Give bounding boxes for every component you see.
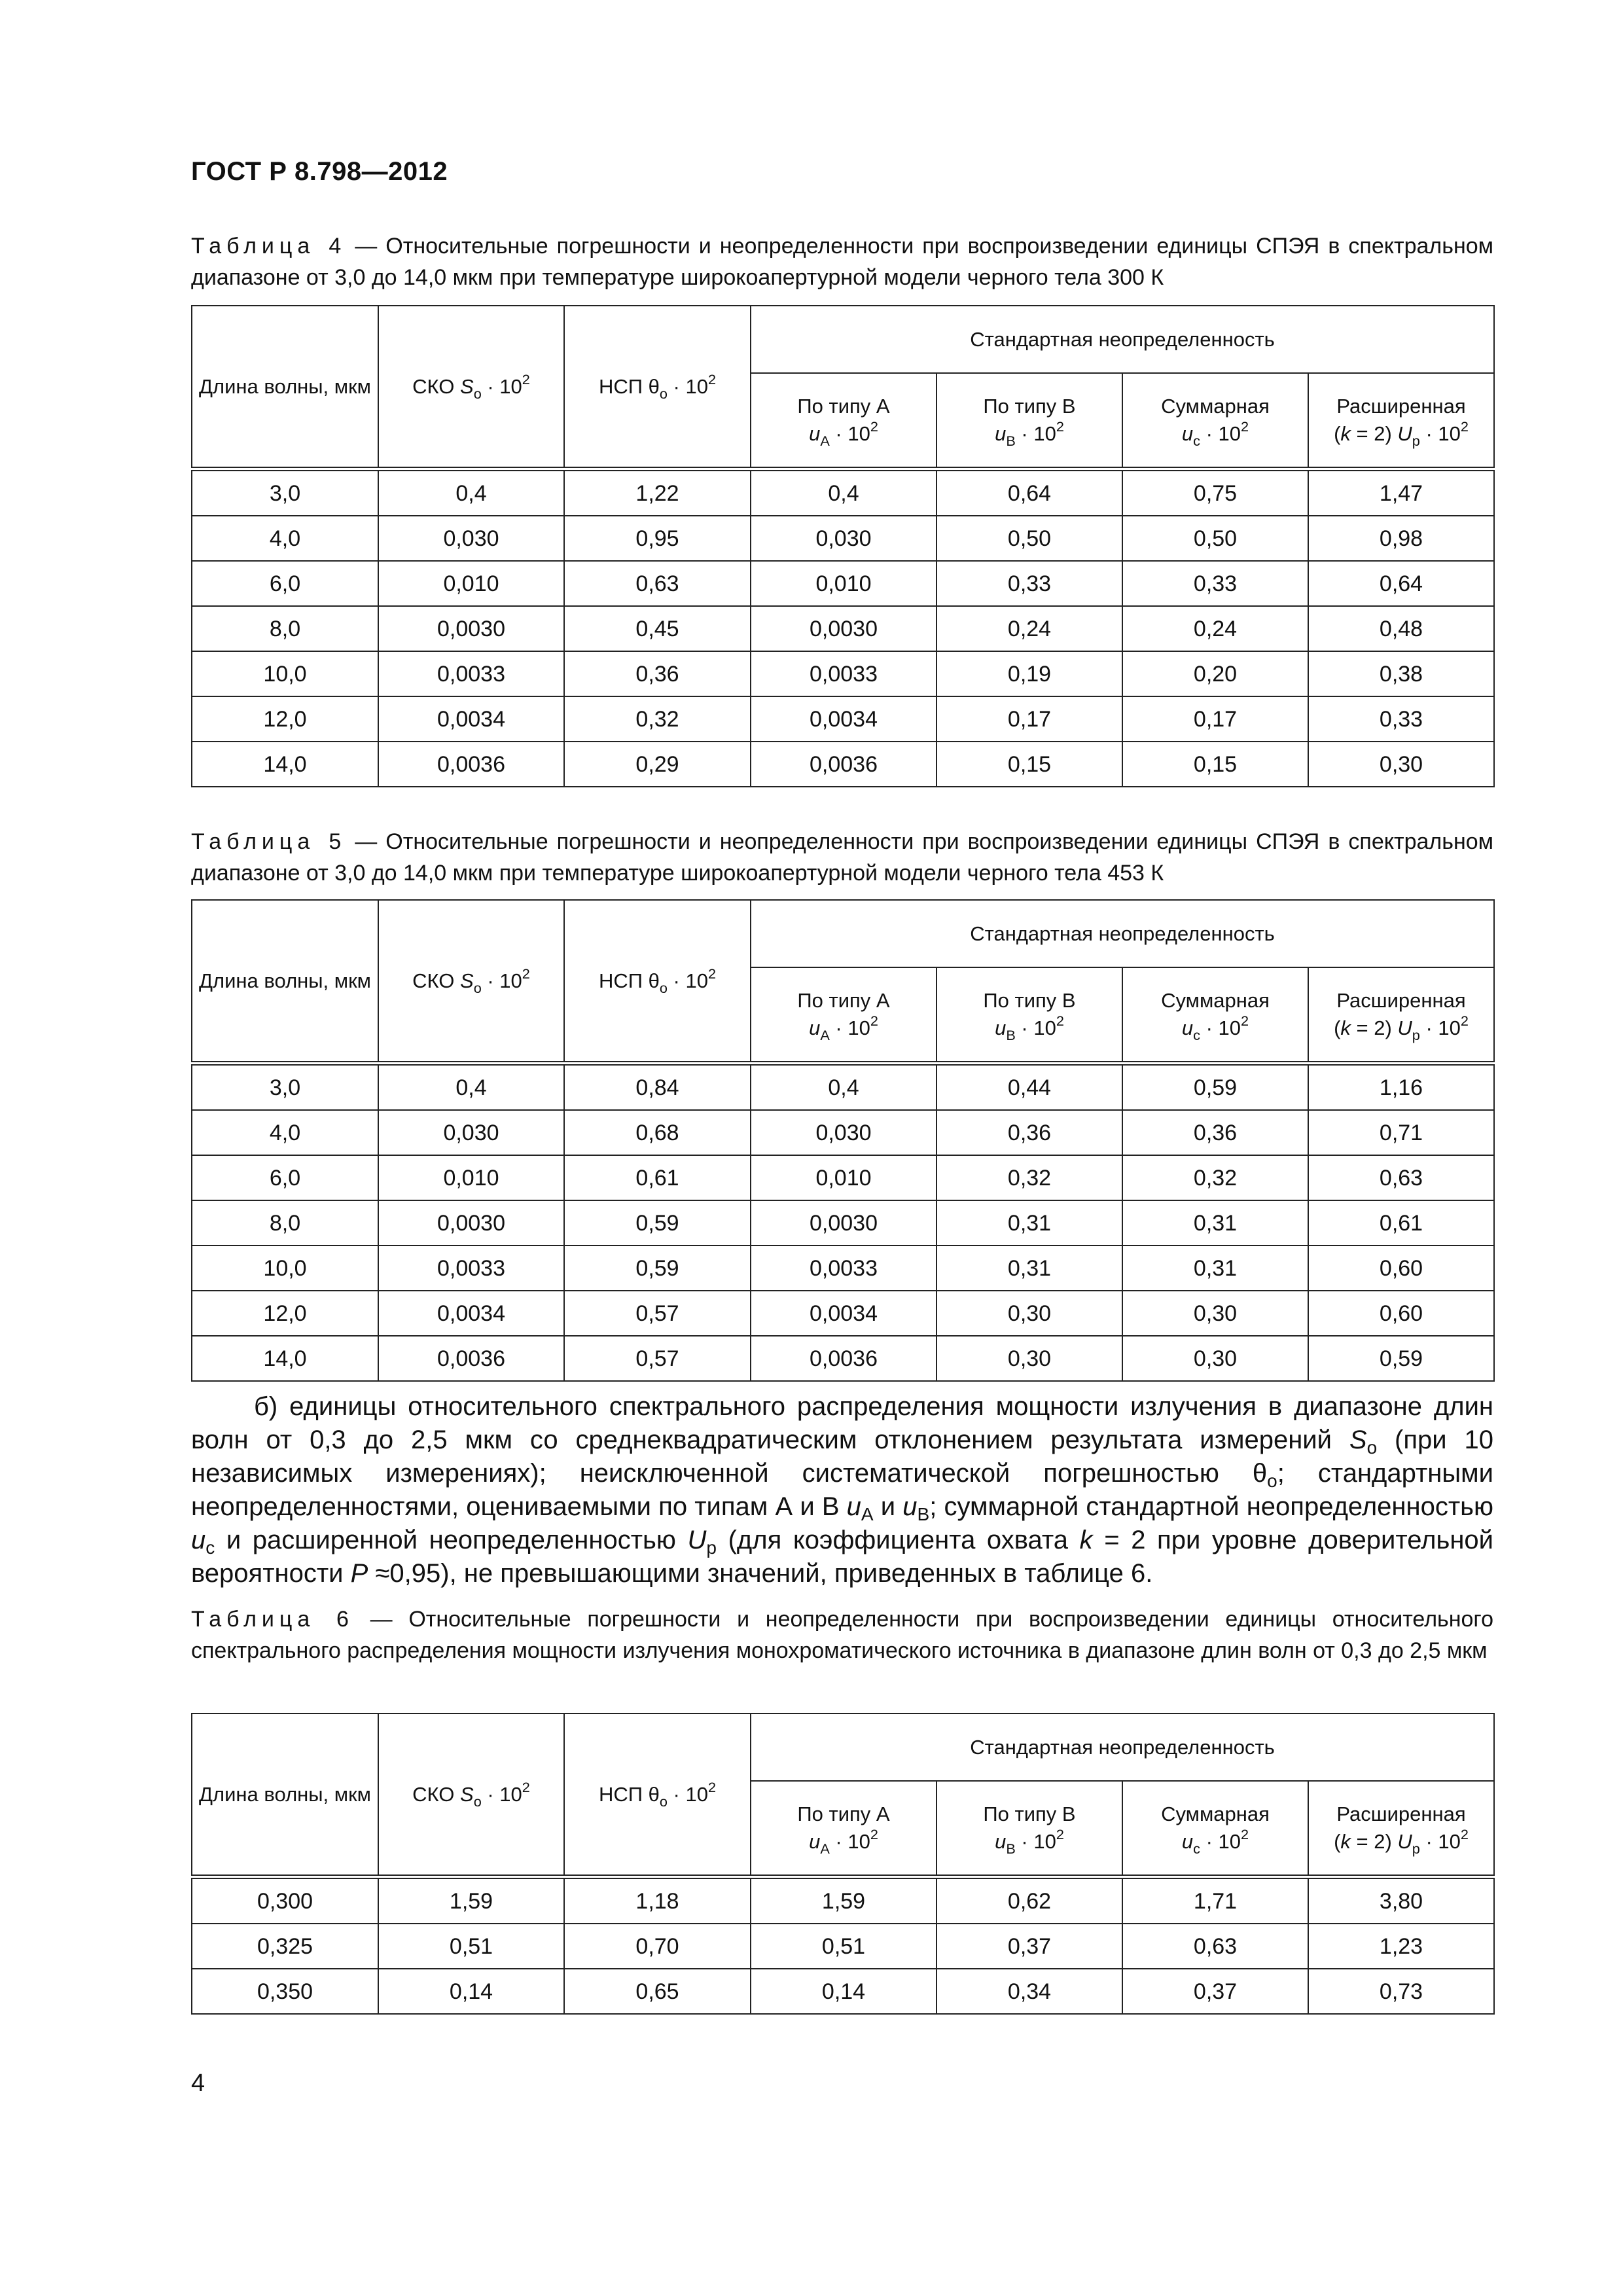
col-header-wavelength: Длина волны, мкм	[192, 306, 378, 469]
col-header-nsp: НСП $\theta_о \cdot 10^2$	[564, 1713, 751, 1877]
table-cell: 0,31	[936, 1246, 1122, 1291]
table-4	[191, 305, 1495, 787]
table-row	[192, 1336, 1494, 1381]
table-cell: 0,32	[1122, 1155, 1308, 1200]
table-cell: 1,23	[1308, 1924, 1494, 1969]
table-cell: 0,68	[564, 1110, 751, 1155]
col-header-type-b: По типу В $u_B \cdot 10^2$	[936, 373, 1122, 469]
table-row	[192, 1924, 1494, 1969]
table-cell: 0,30	[1308, 742, 1494, 787]
table-cell: 0,98	[1308, 516, 1494, 561]
table-cell: 0,0030	[378, 1200, 564, 1246]
table-cell: 0,300	[192, 1877, 378, 1924]
table-cell: 0,65	[564, 1969, 751, 2014]
table-cell: 0,37	[936, 1924, 1122, 1969]
table-cell: 4,0	[192, 1110, 378, 1155]
table-cell: 12,0	[192, 1291, 378, 1336]
table-cell: 0,030	[378, 516, 564, 561]
table-4-body	[192, 469, 1494, 787]
table-cell: 0,350	[192, 1969, 378, 2014]
table-cell: 0,20	[1122, 651, 1308, 696]
table-cell: 12,0	[192, 696, 378, 742]
col-header-expanded: Расширенная (k = 2) $U_p \cdot 10^2$	[1308, 373, 1494, 469]
table-cell: 0,33	[1308, 696, 1494, 742]
table-cell: 0,59	[564, 1246, 751, 1291]
table-cell: 0,64	[936, 469, 1122, 516]
table-cell: 0,0036	[378, 1336, 564, 1381]
table-4-caption-text: — Относительные погрешности и неопределенности при воспроизведении единицы СПЭЯ в спектральном диапазоне от 3,0 до 14,0 мкм при температуре широкоапертурной модели черного тела 300 К	[191, 234, 1494, 290]
table-5-caption	[191, 826, 1493, 889]
table-cell: 0,17	[1122, 696, 1308, 742]
table-cell: 0,63	[1308, 1155, 1494, 1200]
table-cell: 0,0034	[378, 696, 564, 742]
table-cell: 0,34	[936, 1969, 1122, 2014]
col-header-standard-uncertainty: Стандартная неопределенность	[751, 1713, 1494, 1781]
table-row	[192, 742, 1494, 787]
table-cell: 0,64	[1308, 561, 1494, 606]
table-cell: 0,325	[192, 1924, 378, 1969]
table-5	[191, 899, 1495, 1382]
col-header-type-b: По типу В $u_B \cdot 10^2$	[936, 967, 1122, 1064]
table-cell: 3,0	[192, 1064, 378, 1111]
table-cell: 0,73	[1308, 1969, 1494, 2014]
col-header-combined: Суммарная $u_c \cdot 10^2$	[1122, 967, 1308, 1064]
table-cell: 6,0	[192, 1155, 378, 1200]
table-row	[192, 696, 1494, 742]
table-cell: 0,63	[1122, 1924, 1308, 1969]
col-header-standard-uncertainty: Стандартная неопределенность	[751, 900, 1494, 967]
table-cell: 0,010	[751, 561, 936, 606]
table-cell: 0,30	[936, 1336, 1122, 1381]
table-cell: 0,75	[1122, 469, 1308, 516]
table-cell: 0,32	[936, 1155, 1122, 1200]
table-cell: 10,0	[192, 1246, 378, 1291]
table-4-caption	[191, 230, 1493, 293]
table-cell: 8,0	[192, 606, 378, 651]
table-cell: 0,29	[564, 742, 751, 787]
col-header-combined: Суммарная $u_c \cdot 10^2$	[1122, 373, 1308, 469]
table-cell: 0,31	[936, 1200, 1122, 1246]
table-cell: 10,0	[192, 651, 378, 696]
table-cell: 1,71	[1122, 1877, 1308, 1924]
table-cell: 0,48	[1308, 606, 1494, 651]
table-cell: 0,010	[378, 561, 564, 606]
table-cell: 1,59	[751, 1877, 936, 1924]
table-cell: 0,4	[378, 469, 564, 516]
table-cell: 14,0	[192, 1336, 378, 1381]
table-5-body	[192, 1064, 1494, 1382]
table-cell: 0,84	[564, 1064, 751, 1111]
table-cell: 0,24	[1122, 606, 1308, 651]
table-cell: 0,38	[1308, 651, 1494, 696]
table-cell: 0,14	[751, 1969, 936, 2014]
table-cell: 1,47	[1308, 469, 1494, 516]
table-cell: 4,0	[192, 516, 378, 561]
table-cell: 0,30	[936, 1291, 1122, 1336]
col-header-combined: Суммарная $u_c \cdot 10^2$	[1122, 1781, 1308, 1877]
table-5-label: Таблица 5	[191, 829, 347, 854]
table-cell: 0,36	[1122, 1110, 1308, 1155]
table-row	[192, 469, 1494, 516]
col-header-type-a: По типу А $u_A \cdot 10^2$	[751, 967, 936, 1064]
table-cell: 0,030	[378, 1110, 564, 1155]
table-cell: 0,33	[936, 561, 1122, 606]
table-cell: 0,63	[564, 561, 751, 606]
table-row	[192, 1969, 1494, 2014]
table-cell: 0,4	[751, 469, 936, 516]
table-cell: 0,37	[1122, 1969, 1308, 2014]
table-4-label: Таблица 4	[191, 234, 347, 259]
table-cell: 0,0036	[378, 742, 564, 787]
table-cell: 0,30	[1122, 1336, 1308, 1381]
col-header-sko: СКО $S_о \cdot 10^2$	[378, 306, 564, 469]
col-header-type-b: По типу В $u_B \cdot 10^2$	[936, 1781, 1122, 1877]
table-cell: 3,0	[192, 469, 378, 516]
table-cell: 0,71	[1308, 1110, 1494, 1155]
table-cell: 0,51	[751, 1924, 936, 1969]
table-row	[192, 1110, 1494, 1155]
table-cell: 0,010	[378, 1155, 564, 1200]
table-cell: 0,45	[564, 606, 751, 651]
table-cell: 0,14	[378, 1969, 564, 2014]
table-cell: 0,030	[751, 1110, 936, 1155]
table-cell: 0,0033	[378, 651, 564, 696]
table-cell: 0,0036	[751, 742, 936, 787]
table-cell: 0,0030	[751, 1200, 936, 1246]
table-cell: 0,59	[1308, 1336, 1494, 1381]
table-6-caption-text: — Относительные погрешности и неопределенности при воспроизведении единицы относительного спектрального распределения мощности излучения монохроматического источника в диапазоне длин волн от 0,3 до 2,5 мкм	[191, 1607, 1493, 1663]
table-cell: 0,60	[1308, 1291, 1494, 1336]
table-cell: 0,0034	[751, 696, 936, 742]
table-cell: 0,32	[564, 696, 751, 742]
table-5-caption-text: — Относительные погрешности и неопределенности при воспроизведении единицы СПЭЯ в спектральном диапазоне от 3,0 до 14,0 мкм при температуре широкоапертурной модели черного тела 453 К	[191, 829, 1494, 886]
table-cell: 0,30	[1122, 1291, 1308, 1336]
table-cell: 0,0034	[751, 1291, 936, 1336]
table-row	[192, 1064, 1494, 1111]
document-header: ГОСТ Р 8.798—2012	[191, 157, 448, 186]
table-6-body	[192, 1877, 1494, 2015]
table-cell: 0,030	[751, 516, 936, 561]
table-row	[192, 1200, 1494, 1246]
table-cell: 0,59	[1122, 1064, 1308, 1111]
table-cell: 0,95	[564, 516, 751, 561]
table-cell: 0,50	[936, 516, 1122, 561]
table-row	[192, 1155, 1494, 1200]
table-cell: 0,24	[936, 606, 1122, 651]
table-row	[192, 516, 1494, 561]
col-header-nsp: НСП $\theta_о \cdot 10^2$	[564, 900, 751, 1064]
table-cell: 0,57	[564, 1291, 751, 1336]
table-cell: 0,4	[751, 1064, 936, 1111]
col-header-type-a: По типу А $u_A \cdot 10^2$	[751, 373, 936, 469]
table-cell: 1,18	[564, 1877, 751, 1924]
table-cell: 14,0	[192, 742, 378, 787]
col-header-sko: СКО $S_о \cdot 10^2$	[378, 1713, 564, 1877]
table-cell: 0,0033	[378, 1246, 564, 1291]
table-cell: 1,16	[1308, 1064, 1494, 1111]
col-header-nsp: НСП $\theta_о \cdot 10^2$	[564, 306, 751, 469]
table-cell: 0,36	[936, 1110, 1122, 1155]
table-cell: 0,70	[564, 1924, 751, 1969]
table-6	[191, 1713, 1495, 2015]
table-cell: 8,0	[192, 1200, 378, 1246]
table-cell: 0,61	[564, 1155, 751, 1200]
table-cell: 3,80	[1308, 1877, 1494, 1924]
table-cell: 0,59	[564, 1200, 751, 1246]
table-cell: 0,17	[936, 696, 1122, 742]
table-cell: 0,0030	[751, 606, 936, 651]
table-cell: 0,44	[936, 1064, 1122, 1111]
table-cell: 0,50	[1122, 516, 1308, 561]
table-cell: 0,36	[564, 651, 751, 696]
table-cell: 0,15	[936, 742, 1122, 787]
table-cell: 0,0036	[751, 1336, 936, 1381]
table-row	[192, 1246, 1494, 1291]
table-cell: 0,0034	[378, 1291, 564, 1336]
col-header-expanded: Расширенная (k = 2) $U_p \cdot 10^2$	[1308, 967, 1494, 1064]
col-header-wavelength: Длина волны, мкм	[192, 900, 378, 1064]
paragraph-b: б) единицы относительного спектрального распределения мощности излучения в диапазоне длин волн от 0,3 до 2,5 мкм со среднеквадратическим отклонением результата измерений $S_о$ (при 10 независимых измерениях); неисключенной систематической погрешностью $\theta_о$; стандартными неопределенностями, оцениваемыми по типам А и В $u_A$ и $u_B$; суммарной стандартной неопределенностью $u_c$ и расширенной неопределенностью $U_p$ (для коэффициента охвата k = 2 при уровне доверительной вероятности P ≈0,95), не превышающими значений, приведенных в таблице 6.	[191, 1392, 1494, 1588]
table-cell: 0,31	[1122, 1246, 1308, 1291]
table-cell: 0,0030	[378, 606, 564, 651]
table-cell: 0,62	[936, 1877, 1122, 1924]
table-cell: 0,60	[1308, 1246, 1494, 1291]
table-cell: 0,15	[1122, 742, 1308, 787]
col-header-sko: СКО $S_о \cdot 10^2$	[378, 900, 564, 1064]
table-cell: 0,31	[1122, 1200, 1308, 1246]
table-cell: 0,19	[936, 651, 1122, 696]
table-cell: 0,51	[378, 1924, 564, 1969]
page-number: 4	[191, 2070, 205, 2097]
col-header-standard-uncertainty: Стандартная неопределенность	[751, 306, 1494, 373]
table-cell: 0,57	[564, 1336, 751, 1381]
table-cell: 0,61	[1308, 1200, 1494, 1246]
table-cell: 1,22	[564, 469, 751, 516]
col-header-type-a: По типу А $u_A \cdot 10^2$	[751, 1781, 936, 1877]
table-cell: 0,0033	[751, 651, 936, 696]
table-row	[192, 1877, 1494, 1924]
table-cell: 0,0033	[751, 1246, 936, 1291]
table-row	[192, 651, 1494, 696]
col-header-expanded: Расширенная (k = 2) $U_p \cdot 10^2$	[1308, 1781, 1494, 1877]
table-cell: 1,59	[378, 1877, 564, 1924]
table-cell: 0,010	[751, 1155, 936, 1200]
table-6-caption	[191, 1604, 1493, 1666]
table-cell: 0,33	[1122, 561, 1308, 606]
col-header-wavelength: Длина волны, мкм	[192, 1713, 378, 1877]
table-row	[192, 561, 1494, 606]
table-6-label: Таблица 6	[191, 1607, 354, 1632]
table-row	[192, 1291, 1494, 1336]
table-cell: 6,0	[192, 561, 378, 606]
table-row	[192, 606, 1494, 651]
table-cell: 0,4	[378, 1064, 564, 1111]
